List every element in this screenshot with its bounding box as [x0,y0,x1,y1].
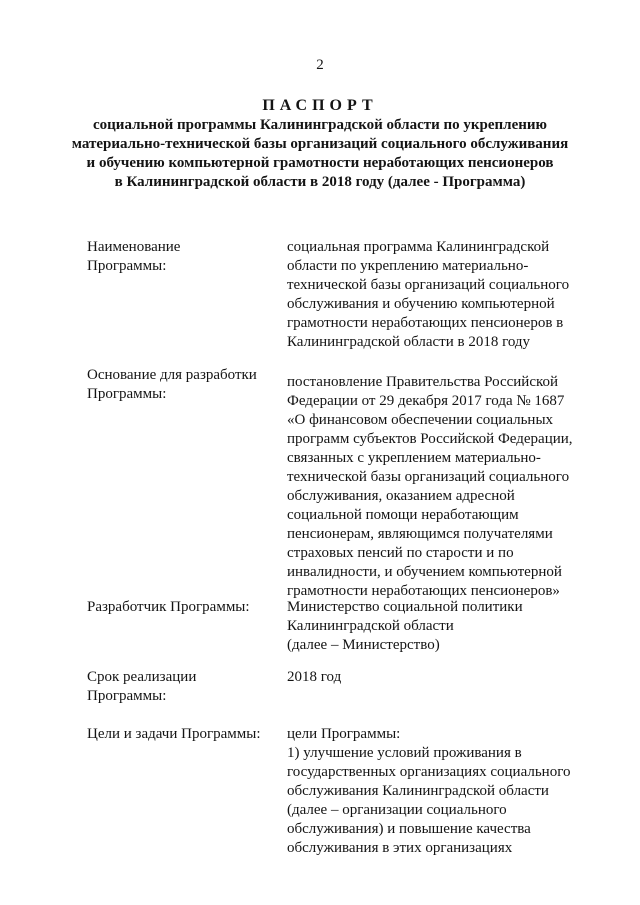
value-line: Федерации от 29 декабря 2017 года № 1687 [287,393,565,409]
row-label [87,598,272,617]
value-line: 1) улучшение условий проживания в [287,745,522,761]
label-line: Программы: [87,688,167,704]
row-value [287,238,587,352]
row-value [287,725,587,858]
value-line: Калининградской области в 2018 году [287,334,531,350]
label-line: Программы: [87,386,167,402]
label-line: Разработчик Программы: [87,599,250,615]
value-line: технической базы организаций социального [287,469,570,485]
value-line: государственных организациях социального [287,764,571,780]
value-line: страховых пенсий по старости и по [287,545,514,561]
value-line: «О финансовом обеспечении социальных [287,412,554,428]
subtitle-line: в Калининградской области в 2018 году (далее - Программа) [114,174,526,190]
value-line: цели Программы: [287,726,401,742]
value-line: связанных с укреплением материально- [287,450,541,466]
value-line: Калининградской области [287,618,454,634]
value-line: (далее – Министерство) [287,637,440,653]
row-value [287,373,587,601]
subtitle-line: материально-технической базы организаций социального обслуживания [71,136,569,152]
row-value [287,668,587,687]
value-line: (далее – организации социального [287,802,507,818]
value-line: области по укреплению материально- [287,258,529,274]
value-line: обслуживания) и повышение качества [287,821,531,837]
row-label [87,668,272,706]
document-subtitle [60,116,580,192]
value-line: социальной помощи неработающим [287,507,519,523]
value-line: программ субъектов Российской Федерации, [287,431,573,447]
value-line: грамотности неработающих пенсионеров в [287,315,564,331]
value-line: пенсионерам, являющимся получателями [287,526,553,542]
value-line: грамотности неработающих пенсионеров» [287,583,560,599]
row-label [87,366,272,404]
row-label [87,725,272,744]
page-number: 2 [316,57,324,73]
value-line: социальная программа Калининградской [287,239,550,255]
value-line: обслуживания Калининградской области [287,783,549,799]
value-line: технической базы организаций социального [287,277,570,293]
value-line: постановление Правительства Российской [287,374,559,390]
value-line: 2018 год [287,669,342,685]
value-line: Министерство социальной политики [287,599,523,615]
label-line: Наименование [87,239,181,255]
subtitle-line: социальной программы Калининградской области по укреплению [93,117,547,133]
value-line: инвалидности, и обучением компьютерной [287,564,562,580]
subtitle-line: и обучению компьютерной грамотности неработающих пенсионеров [86,155,554,171]
label-line: Основание для разработки [87,367,257,383]
document-title: ПАСПОРТ [262,97,378,114]
row-value [287,598,587,655]
value-line: обслуживания в этих организациях [287,840,513,856]
row-label [87,238,272,276]
value-line: обслуживания и обучению компьютерной [287,296,555,312]
label-line: Срок реализации [87,669,197,685]
label-line: Цели и задачи Программы: [87,726,261,742]
label-line: Программы: [87,258,167,274]
value-line: обслуживания, оказанием адресной [287,488,515,504]
